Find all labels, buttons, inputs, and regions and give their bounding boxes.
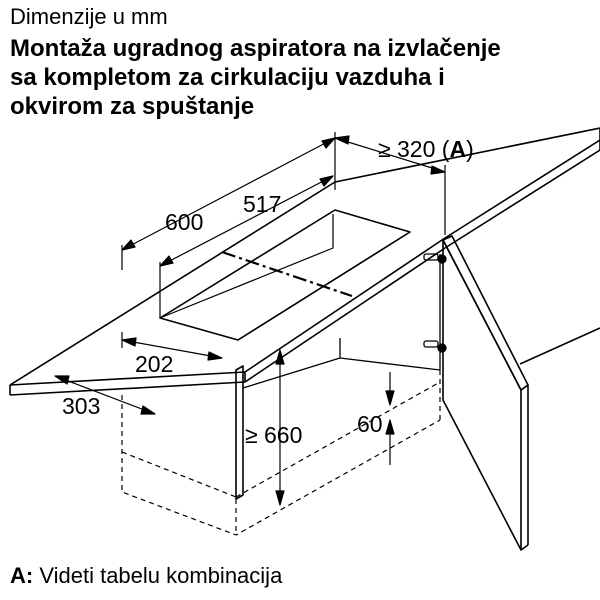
unit-caption: Dimenzije u mm xyxy=(10,4,168,29)
footnote xyxy=(10,562,282,590)
dimension-label-60: 60 xyxy=(357,411,383,437)
dimension-320-value: ≥ 320 ( xyxy=(378,136,450,162)
dimension-label-320 xyxy=(378,136,474,162)
dimension-label-517: 517 xyxy=(243,191,282,217)
title-line-3: okvirom za spuštanje xyxy=(10,93,255,120)
dimension-label-303: 303 xyxy=(62,393,101,419)
dimension-60 xyxy=(386,372,394,465)
cabinet-door xyxy=(443,236,528,550)
cabinet-side-panel xyxy=(236,366,243,535)
title-line-1: Montaža ugradnog aspiratora na izvlačenje xyxy=(10,35,501,62)
dimension-320-key: A xyxy=(449,136,467,162)
dimension-label-600: 600 xyxy=(165,209,204,235)
title-line-2: sa kompletom za cirkulaciju vazduha i xyxy=(10,64,445,91)
dimension-label-202: 202 xyxy=(135,351,174,377)
footnote-text: Videti tabelu kombinacija xyxy=(33,563,283,588)
dimension-320-close: ) xyxy=(466,136,474,162)
worktop xyxy=(10,128,600,395)
center-line xyxy=(222,252,352,296)
footnote-key: A: xyxy=(10,563,34,588)
dimension-label-660: ≥ 660 xyxy=(245,422,303,448)
